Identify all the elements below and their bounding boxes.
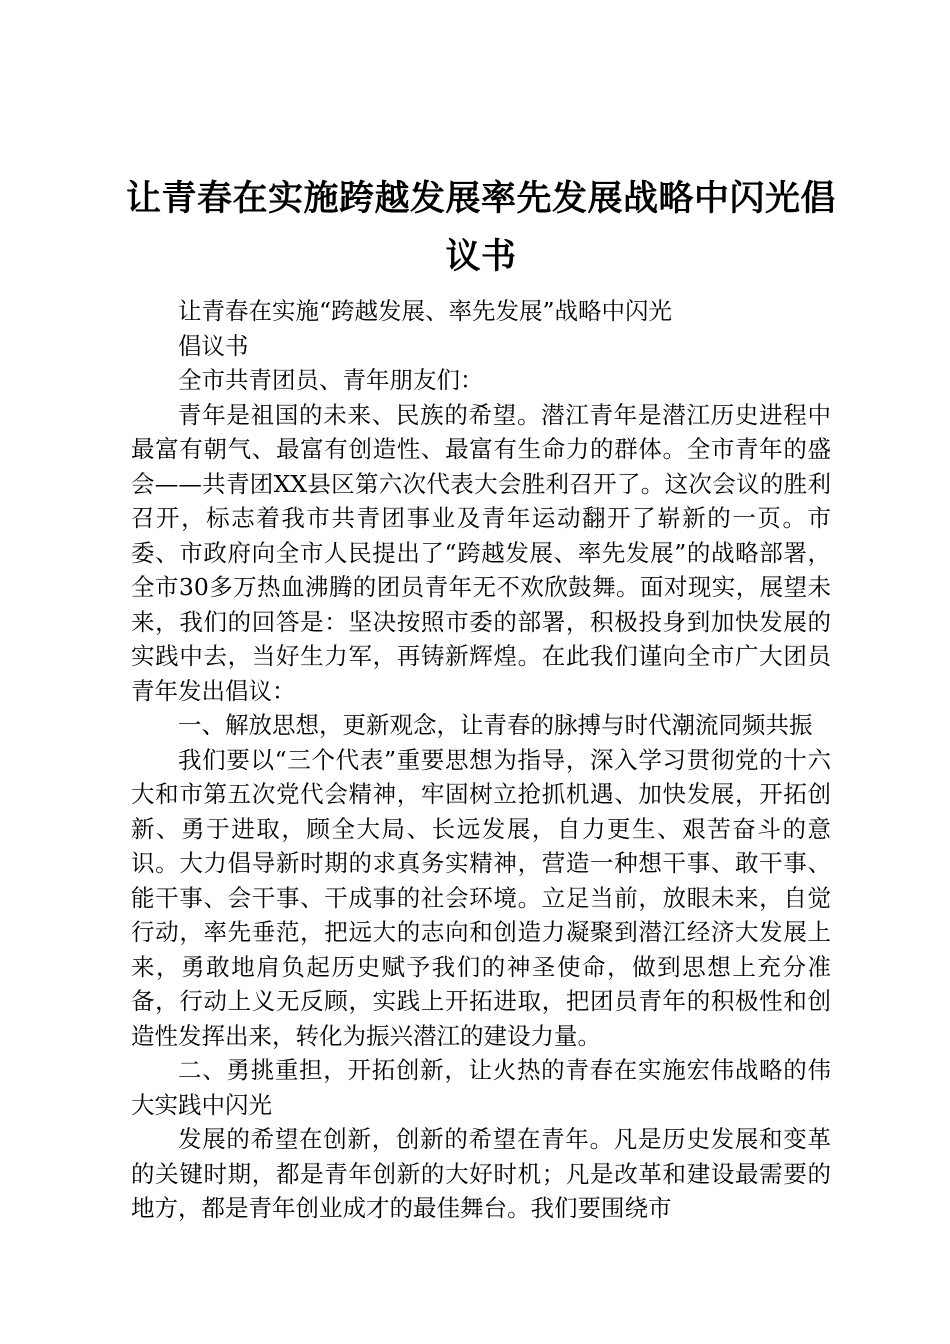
- subtitle-line: 倡议书: [178, 331, 249, 360]
- document-page: [125, 170, 836, 1226]
- document-title: 让青春在实施跨越发展率先发展战略中闪光倡议书: [125, 179, 836, 277]
- subtitle-line: 让青春在实施“跨越发展、率先发展”战略中闪光: [178, 297, 673, 325]
- section-heading: 一、解放思想，更新观念，让青春的脉搏与时代潮流同频共振: [178, 711, 813, 739]
- salutation: 全市共青团员、青年朋友们：: [178, 366, 484, 394]
- section-heading: 二、勇挑重担，开拓创新，让火热的青春在实施宏伟战略的伟大实践中闪光: [131, 1056, 831, 1119]
- document-body: [131, 294, 831, 1226]
- body-paragraph: 我们要以“三个代表”重要思想为指导，深入学习贯彻党的十六大和市第五次党代会精神，牢固树立抢抓机遇、加快发展，开拓创新、勇于进取，顾全大局、长远发展，自力更生、艰苦奋斗的意识。大力倡导新时期的求真务实精神，营造一种想干事、敢干事、能干事、会干事、干成事的社会环境。立足当前，放眼未来，自觉行动，率先垂范，把远大的志向和创造力凝聚到潜江经济大发展上来，勇敢地肩负起历史赋予我们的神圣使命，做到思想上充分准备，行动上义无反顾，实践上开拓进取，把团员青年的积极性和创造性发挥出来，转化为振兴潜江的建设力量。: [131, 745, 831, 1050]
- body-paragraph: 青年是祖国的未来、民族的希望。潜江青年是潜江历史进程中最富有朝气、最富有创造性、最富有生命力的群体。全市青年的盛会——共青团XX县区第六次代表大会胜利召开了。这次会议的胜利召开，标志着我市共青团事业及青年运动翻开了崭新的一页。市委、市政府向全市人民提出了“跨越发展、率先发展”的战略部署，全市30多万热血沸腾的团员青年无不欢欣鼓舞。面对现实，展望未来，我们的回答是：坚决按照市委的部署，积极投身到加快发展的实践中去，当好生力军，再铸新辉煌。在此我们谨向全市广大团员青年发出倡议：: [131, 400, 831, 705]
- body-paragraph: 发展的希望在创新，创新的希望在青年。凡是历史发展和变革的关键时期，都是青年创新的大好时机；凡是改革和建设最需要的地方，都是青年创业成才的最佳舞台。我们要围绕市: [131, 1125, 831, 1222]
